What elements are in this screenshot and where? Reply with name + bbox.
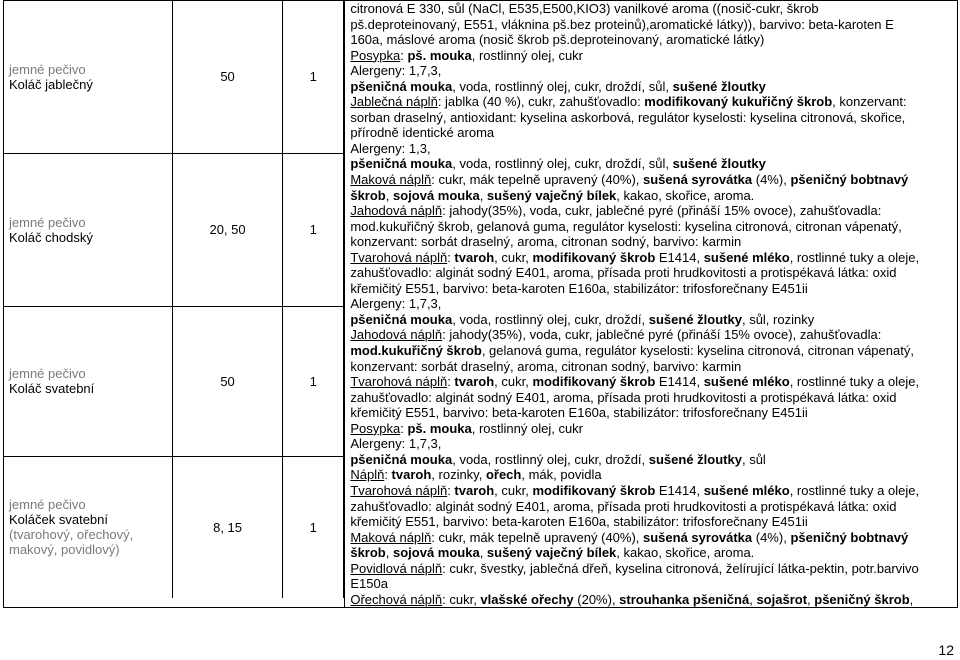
ingredient-text: sojová mouka	[392, 545, 480, 561]
ingredient-text: E150a	[350, 576, 388, 592]
ingredient-text: sušené mléko	[703, 374, 790, 390]
ingredient-text: , rostlinný olej, cukr	[471, 420, 584, 436]
ingredient-line	[350, 94, 952, 110]
ingredient-text: :	[447, 249, 455, 265]
ingredient-text: , rostlinný olej, cukr	[471, 47, 584, 63]
product-category: jemné pečivo	[9, 497, 86, 513]
ingredient-line	[350, 1, 952, 17]
ingredient-text: Alergeny: 1,7,3,	[350, 296, 442, 312]
allergens-cell: 50	[173, 306, 283, 456]
ingredient-text: sušený vaječný bílek	[486, 545, 617, 561]
ingredient-line	[350, 436, 952, 452]
table-row	[4, 456, 344, 598]
ingredient-text: pšeničná mouka	[350, 451, 453, 467]
ingredient-text: : jahody(35%), voda, cukr, jablečné pyré (přináší 15% ovoce), zahušťovadla:	[442, 327, 882, 343]
ingredient-text: sojová mouka	[392, 187, 480, 203]
ingredient-text: Povidlová náplň	[350, 560, 443, 576]
ingredient-text: pšeničná mouka	[350, 311, 453, 327]
ingredient-text: :	[447, 482, 455, 498]
ingredient-line	[350, 48, 952, 64]
ingredient-text: pšeničný škrob	[814, 591, 910, 607]
ingredient-line	[350, 79, 952, 95]
ingredients-cell	[345, 1, 958, 608]
ingredient-text: Tvarohová náplň	[350, 482, 448, 498]
ingredient-line	[350, 312, 952, 328]
table-row	[4, 153, 344, 306]
product-title: Koláč jablečný	[9, 76, 93, 92]
ingredient-text: : jablka (40 %), cukr, zahušťovadlo:	[437, 94, 645, 110]
product-title: Koláč chodský	[9, 229, 93, 245]
ingredient-text: křemičitý E551, barvivo: beta-karoten E160a, stabilizátor: trifosforečnany E451ii	[350, 405, 808, 421]
ingredient-text: sušené žloutky	[648, 451, 742, 467]
product-name-cell	[4, 456, 173, 598]
product-title: Koláč svatební	[9, 381, 95, 396]
ingredient-text: konzervant: sorbát draselný, aroma, citronan sodný, barvivo: karmin	[350, 358, 742, 374]
ingredient-text: Jablečná náplň	[350, 94, 438, 110]
ingredient-text: , rostlinné tuky a oleje,	[789, 374, 920, 390]
ingredient-text: 160a, máslové aroma (nosič škrob pš.deproteinovaný, aromatické látky)	[350, 32, 765, 48]
ingredient-line	[350, 499, 952, 515]
product-category: jemné pečivo	[9, 214, 86, 230]
ingredient-line	[350, 281, 952, 297]
ingredient-text: přírodně identické aroma	[350, 125, 495, 141]
ingredient-line	[350, 545, 952, 561]
ingredient-text: tvaroh	[454, 482, 495, 498]
ingredient-text: : cukr, švestky, jablečná dřeň, kyselina citronová, želírující látka-pektin, potr.barvivo	[442, 560, 919, 576]
ingredient-text: Náplň	[350, 467, 385, 483]
ingredient-line	[350, 141, 952, 157]
products-table	[3, 0, 958, 608]
ingredient-text: Alergeny: 1,7,3,	[350, 63, 442, 79]
ingredient-text: sušený vaječný bílek	[486, 187, 617, 203]
ingredient-text: strouhanka pšeničná	[619, 591, 750, 607]
page-number: 12	[938, 642, 954, 658]
product-name-cell	[4, 153, 173, 306]
table-row	[4, 306, 344, 456]
ingredient-text: E1414,	[655, 482, 704, 498]
ingredient-text: škrob	[350, 545, 386, 561]
ingredient-text: (4%),	[752, 529, 791, 545]
ingredient-text: ořech	[485, 467, 522, 483]
ingredient-text: tvaroh	[391, 467, 432, 483]
ingredient-line	[350, 156, 952, 172]
ingredient-line	[350, 359, 952, 375]
ingredient-text: : cukr, mák tepelně upravený (40%),	[431, 529, 644, 545]
ingredient-text: E1414,	[655, 374, 704, 390]
ingredient-line	[350, 390, 952, 406]
ingredient-text: , kakao, skořice, aroma.	[616, 187, 755, 203]
ingredient-text: , kakao, skořice, aroma.	[616, 545, 755, 561]
ingredient-text: (20%),	[573, 591, 620, 607]
ingredient-line	[350, 327, 952, 343]
ingredient-text: Tvarohová náplň	[350, 249, 448, 265]
quantity-cell: 1	[283, 456, 344, 598]
ingredient-text: ,	[749, 591, 757, 607]
ingredient-text: , rostlinné tuky a oleje,	[789, 482, 920, 498]
ingredient-text: tvaroh	[454, 374, 495, 390]
ingredient-line	[350, 576, 952, 592]
ingredient-line	[350, 530, 952, 546]
ingredient-text: křemičitý E551, barvivo: beta-karoten E160a, stabilizátor: trifosforečnany E451ii	[350, 280, 808, 296]
ingredient-text: zahušťovadlo: alginát sodný E401, aroma, přísada proti hrudkovitosti a protispékavá látka: oxid	[350, 389, 897, 405]
ingredient-line	[350, 125, 952, 141]
ingredient-text: sušené žloutky	[648, 311, 742, 327]
products-left-columns	[4, 1, 345, 608]
ingredient-text: ,	[807, 591, 815, 607]
ingredient-text: zahušťovadlo: alginát sodný E401, aroma, přísada proti hrudkovitosti a protispékavá látka: oxid	[350, 498, 897, 514]
ingredient-text: :	[447, 374, 455, 390]
quantity-cell: 1	[283, 153, 344, 306]
ingredient-text: :	[384, 467, 392, 483]
ingredient-line	[350, 452, 952, 468]
ingredient-text: , gelanová guma, regulátor kyselosti: kyselina citronová, citronan vápenatý,	[481, 343, 914, 359]
ingredient-text: , cukr,	[494, 249, 533, 265]
ingredient-text: Alergeny: 1,3,	[350, 140, 431, 156]
ingredient-text: zahušťovadlo: alginát sodný E401, aroma, přísada proti hrudkovitosti a protispékavá látka: oxid	[350, 265, 897, 281]
ingredients-text	[350, 1, 952, 607]
ingredient-line	[350, 172, 952, 188]
ingredient-line	[350, 343, 952, 359]
ingredient-text: , konzervant:	[832, 94, 907, 110]
ingredient-text: pšeničný bobtnavý	[790, 529, 909, 545]
ingredient-line	[350, 592, 952, 608]
ingredient-text: Jahodová náplň	[350, 327, 443, 343]
product-variants: (tvarohový, ořechový, makový, povidlový)	[9, 527, 134, 558]
product-name-cell	[4, 306, 173, 456]
ingredient-text: E1414,	[655, 249, 704, 265]
ingredient-text: modifikovaný škrob	[532, 482, 656, 498]
ingredient-text: , rostlinné tuky a oleje,	[789, 249, 920, 265]
ingredient-text: modifikovaný škrob	[532, 249, 656, 265]
ingredient-text: Posypka	[350, 420, 401, 436]
quantity-cell: 1	[283, 306, 344, 456]
ingredient-text: pšeničný bobtnavý	[790, 172, 909, 188]
ingredient-text: křemičitý E551, barvivo: beta-karoten E160a, stabilizátor: trifosforečnany E451ii	[350, 514, 808, 530]
product-title: Koláček svatební	[9, 512, 109, 528]
ingredient-text: pš. mouka	[407, 47, 472, 63]
ingredient-text: , voda, rostlinný olej, cukr, droždí, sůl,	[452, 78, 673, 94]
ingredient-text: ,	[385, 187, 393, 203]
table-row	[4, 1, 344, 153]
ingredient-text: Tvarohová náplň	[350, 374, 448, 390]
ingredient-text: Maková náplň	[350, 529, 432, 545]
ingredient-text: Maková náplň	[350, 172, 432, 188]
ingredient-line	[350, 32, 952, 48]
ingredient-text: , rozinky,	[431, 467, 486, 483]
ingredient-text: sušené mléko	[703, 249, 790, 265]
ingredient-text: , cukr,	[494, 374, 533, 390]
ingredient-text: , voda, rostlinný olej, cukr, droždí, sůl,	[452, 156, 673, 172]
ingredient-text: sušené žloutky	[672, 78, 766, 94]
ingredient-text: : cukr,	[442, 591, 481, 607]
ingredient-text: Alergeny: 1,7,3,	[350, 436, 442, 452]
ingredient-text: tvaroh	[454, 249, 495, 265]
ingredient-text: : jahody(35%), voda, cukr, jablečné pyré (přináší 15% ovoce), zahušťovadla:	[442, 203, 882, 219]
ingredient-text: , voda, rostlinný olej, cukr, droždí,	[452, 311, 649, 327]
ingredient-text: sušené mléko	[703, 482, 790, 498]
ingredient-text: konzervant: sorbát draselný, aroma, citronan sodný, barvivo: karmin	[350, 234, 742, 250]
ingredient-text: Posypka	[350, 47, 401, 63]
product-category: jemné pečivo	[9, 366, 86, 381]
ingredient-text: pš.deproteinovaný, E551, vláknina pš.bez proteinů),aromatické látky)), barvivo: beta-karoten E	[350, 16, 894, 32]
product-name-cell	[4, 1, 173, 153]
ingredient-line	[350, 405, 952, 421]
ingredient-text: ,	[385, 545, 393, 561]
ingredient-line	[350, 110, 952, 126]
ingredient-line	[350, 561, 952, 577]
ingredient-text: , sůl	[741, 451, 766, 467]
ingredient-text: Ořechová náplň	[350, 591, 443, 607]
ingredient-text: , cukr,	[494, 482, 533, 498]
allergens-cell: 50	[173, 1, 283, 153]
ingredient-text: , mák, povidla	[521, 467, 602, 483]
ingredient-line	[350, 203, 952, 219]
ingredient-text: vlašské ořechy	[480, 591, 574, 607]
ingredient-text: sušená syrovátka	[643, 529, 753, 545]
ingredient-text: pšeničná mouka	[350, 78, 453, 94]
ingredient-line	[350, 374, 952, 390]
ingredient-line	[350, 514, 952, 530]
ingredient-text: pš. mouka	[407, 420, 472, 436]
ingredient-line	[350, 483, 952, 499]
ingredient-line	[350, 250, 952, 266]
ingredient-text: sušené žloutky	[672, 156, 766, 172]
product-rows-table	[4, 1, 344, 598]
quantity-cell: 1	[283, 1, 344, 153]
ingredient-text: modifikovaný škrob	[532, 374, 656, 390]
ingredient-text: mod.kukuřičný škrob	[350, 343, 482, 359]
ingredient-text: Jahodová náplň	[350, 203, 443, 219]
ingredient-line	[350, 17, 952, 33]
ingredient-text: modifikovaný kukuřičný škrob	[644, 94, 833, 110]
ingredient-text: sorban draselný, antioxidant: kyselina askorbová, regulátor kyselosti: kyselina citronová, skořice,	[350, 109, 906, 125]
ingredient-text: : cukr, mák tepelně upravený (40%),	[431, 172, 644, 188]
ingredient-text: :	[400, 47, 408, 63]
ingredient-text: (4%),	[752, 172, 791, 188]
ingredient-text: ,	[479, 545, 487, 561]
ingredient-text: škrob	[350, 187, 386, 203]
ingredient-text: citronová E 330, sůl (NaCl, E535,E500,KIO3) vanilkové aroma ((nosič-cukr, škrob	[350, 1, 819, 16]
ingredient-text: mod.kukuřičný škrob, gelanová guma, regulátor kyselosti: kyselina citronová, citronan vápenatý,	[350, 218, 902, 234]
ingredient-text: :	[400, 420, 408, 436]
ingredient-text: sojašrot	[756, 591, 808, 607]
ingredient-line	[350, 421, 952, 437]
product-category: jemné pečivo	[9, 61, 86, 77]
ingredient-line	[350, 219, 952, 235]
ingredient-text: ,	[479, 187, 487, 203]
ingredient-line	[350, 234, 952, 250]
ingredient-line	[350, 265, 952, 281]
ingredient-line	[350, 188, 952, 204]
ingredient-text: , voda, rostlinný olej, cukr, droždí,	[452, 451, 649, 467]
ingredient-text: sušená syrovátka	[643, 172, 753, 188]
ingredient-line	[350, 63, 952, 79]
ingredient-line	[350, 467, 952, 483]
allergens-cell: 8, 15	[173, 456, 283, 598]
ingredient-line	[350, 296, 952, 312]
allergens-cell: 20, 50	[173, 153, 283, 306]
ingredient-text: ,	[909, 591, 914, 607]
ingredient-text: , sůl, rozinky	[741, 311, 815, 327]
ingredient-text: pšeničná mouka	[350, 156, 453, 172]
